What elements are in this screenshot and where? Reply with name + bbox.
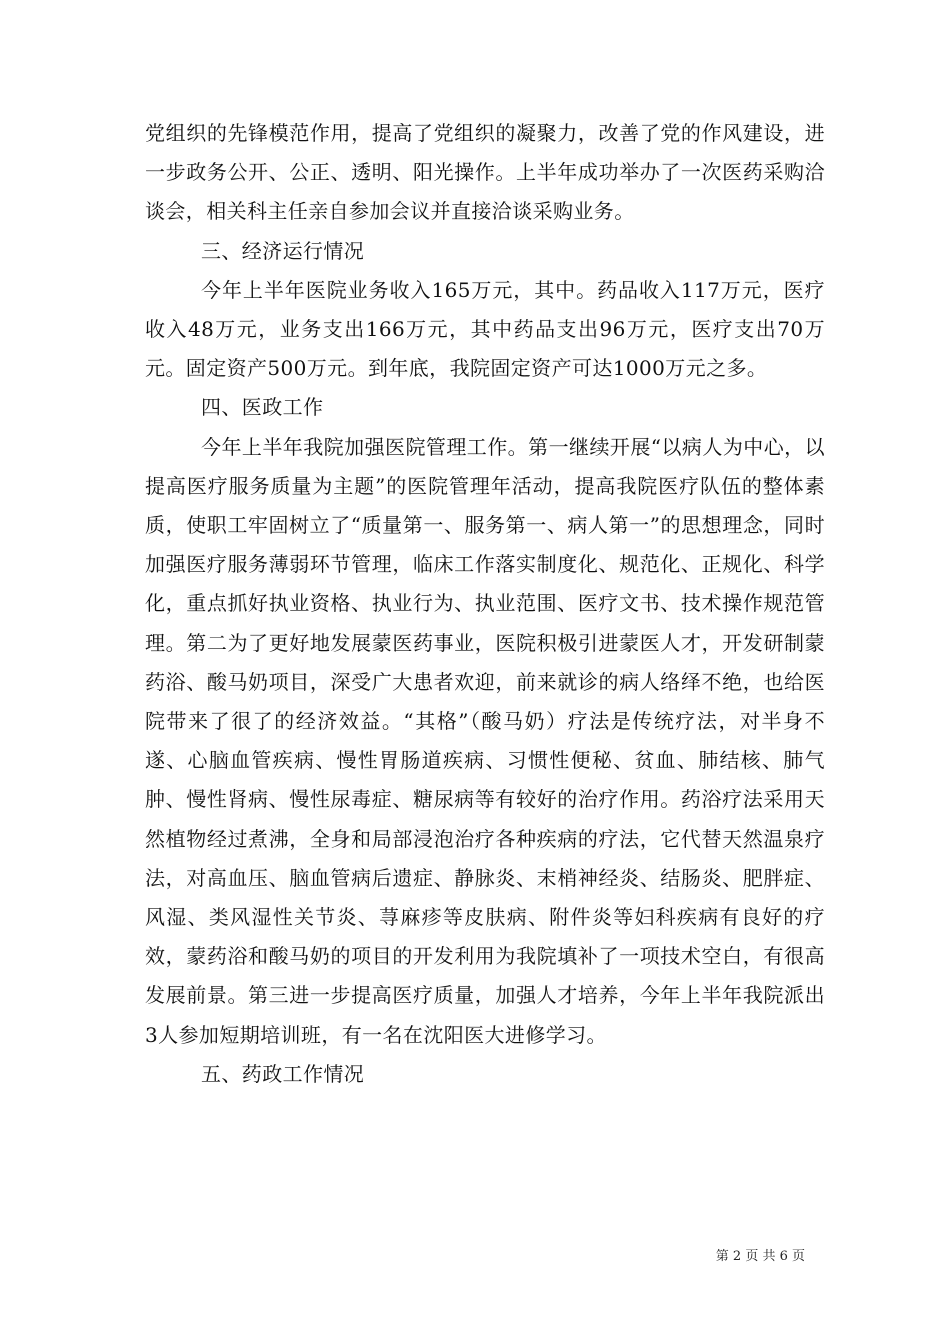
section-heading-pharmacy-administration: 五、药政工作情况 [201, 1061, 365, 1086]
paragraph-economic-figures: 今年上半年医院业务收入165万元，其中。药品收入117万元，医疗收入48万元，业务支出166万元，其中药品支出96万元，医疗支出70万元。固定资产500万元。到年底，我院固定资产可达1000万元之多。 [145, 277, 825, 381]
section-heading-medical-administration: 四、医政工作 [201, 395, 324, 420]
document-body [145, 114, 825, 1094]
paragraph-party-organization: 党组织的先锋模范作用，提高了党组织的凝聚力，改善了党的作风建设，进一步政务公开、公正、透明、阳光操作。上半年成功举办了一次医药采购洽谈会，相关科主任亲自参加会议并直接洽谈采购业务。 [145, 121, 825, 224]
section-heading-economic-operation: 三、经济运行情况 [201, 238, 365, 263]
paragraph-medical-administration: 今年上半年我院加强医院管理工作。第一继续开展“以病人为中心，以提高医疗服务质量为主题”的医院管理年活动，提高我院医疗队伍的整体素质，使职工牢固树立了“质量第一、服务第一、病人第一”的思想理念，同时加强医疗服务薄弱环节管理，临床工作落实制度化、规范化、正规化、科学化，重点抓好执业资格、执业行为、执业范围、医疗文书、技术操作规范管理。第二为了更好地发展蒙医药事业，医院积极引进蒙医人才，开发研制蒙药浴、酸马奶项目，深受广大患者欢迎，前来就诊的病人络绎不绝，也给医院带来了很了的经济效益。“其格”（酸马奶）疗法是传统疗法，对半身不遂、心脑血管疾病、慢性胃肠道疾病、习惯性便秘、贫血、肺结核、肺气肿、慢性肾病、慢性尿毒症、糖尿病等有较好的治疗作用。药浴疗法采用天然植物经过煮沸，全身和局部浸泡治疗各种疾病的疗法，它代替天然温泉疗法，对高血压、脑血管病后遗症、静脉炎、末梢神经炎、结肠炎、肥胖症、风湿、类风湿性关节炎、荨麻疹等皮肤病、附件炎等妇科疾病有良好的疗效，蒙药浴和酸马奶的项目的开发利用为我院填补了一项技术空白，有很高发展前景。第三进一步提高医疗质量，加强人才培养，今年上半年我院派出3人参加短期培训班，有一名在沈阳医大进修学习。 [145, 434, 825, 1047]
page-number-footer: 第 2 页 共 6 页 [715, 1249, 805, 1264]
